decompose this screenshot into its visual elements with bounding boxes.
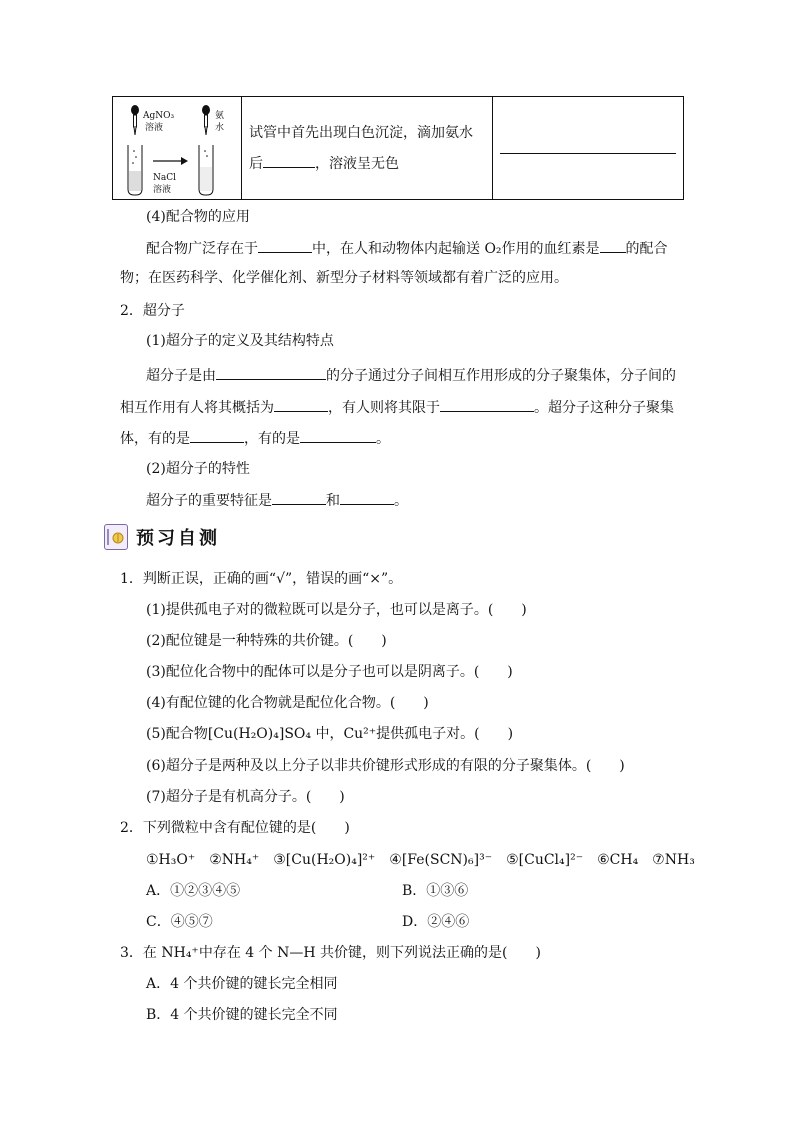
question-2: 2．下列微粒中含有配位键的是( ) [120,820,350,836]
answer-blank[interactable] [258,238,312,253]
subheading: (4)配合物的应用 [146,209,250,225]
judgement-item: (2)配位键是一种特殊的共价键。( ) [146,633,387,649]
agno3-solution-label: 溶液 [145,123,164,133]
answer-blank[interactable] [340,490,394,505]
paragraph-line: 超分子的重要特征是 和 。 [146,490,408,511]
paragraph-line: 超分子是由 的分子通过分子间相互作用形成的分子聚集体，分子间的 [146,365,676,386]
answer-blank[interactable] [190,428,244,443]
answer-blank[interactable] [272,490,326,505]
judgement-item: (3)配位化合物中的配体可以是分子也可以是阴离子。( ) [146,664,513,680]
judgement-item: (6)超分子是两种及以上分子以非共价键形式形成的有限的分子聚集体。( ) [146,758,625,774]
subheading: (2)超分子的特性 [146,461,250,477]
answer-blank[interactable] [440,397,534,412]
phenomenon-text-line2: 后 ，溶液呈无色 [249,153,399,174]
answer-blank[interactable] [274,397,328,412]
nacl-label: NaCl [153,173,177,183]
paragraph-line: 物；在医药科学、化学催化剂、新型分子材料等领域都有着广泛的应用。 [120,270,568,286]
option-c[interactable]: C．④⑤⑦ [146,914,213,930]
paragraph-line: 体，有的是 ，有的是 。 [120,428,390,449]
question-1: 1．判断正误，正确的画“√”，错误的画“×”。 [120,571,403,587]
table-divider [492,97,493,199]
judgement-item: (4)有配位键的化合物就是配位化合物。( ) [146,695,429,711]
nacl-solution-label: 溶液 [153,185,172,195]
judgement-item: (7)超分子是有机高分子。( ) [146,789,345,805]
option-b[interactable]: B．4 个共价键的键长完全不同 [146,1007,338,1023]
subheading: (1)超分子的定义及其结构特点 [146,333,334,349]
answer-blank[interactable] [500,153,676,154]
option-a[interactable]: A．4 个共价键的键长完全相同 [146,976,338,992]
answer-blank[interactable] [300,428,376,443]
ammonia-label: 氨 [215,111,225,121]
option-b[interactable]: B．①③⑥ [402,883,469,899]
table-divider [241,97,242,199]
paragraph-line: 配合物广泛存在于 中，在人和动物体内起输送 O₂作用的血红素是 的配合 [146,238,668,259]
ammonia-water-label: 水 [215,123,225,133]
answer-blank[interactable] [216,365,326,380]
answer-blank[interactable] [600,238,626,253]
option-a[interactable]: A．①②③④⑤ [146,883,241,899]
paragraph-line: 相互作用有人将其概括为 ，有人则将其限于 。超分子这种分子聚集 [120,397,674,418]
question-3: 3．在 NH₄⁺中存在 4 个 N—H 共价键，则下列说法正确的是( ) [120,945,541,961]
option-d[interactable]: D．②④⑥ [402,914,470,930]
experiment-table [112,96,684,200]
self-test-title: 预习自测 [136,528,220,549]
judgement-item: (5)配合物[Cu(H₂O)₄]SO₄ 中，Cu²⁺提供孤电子对。( ) [146,726,514,742]
test-tube-figure [119,101,239,197]
section-heading: 2．超分子 [120,303,185,319]
judgement-item: (1)提供孤电子对的微粒既可以是分子，也可以是离子。( ) [146,602,527,618]
answer-blank[interactable] [263,153,315,168]
species-list: ①H₃O⁺ ②NH₄⁺ ③[Cu(H₂O)₄]²⁺ ④[Fe(SCN)₆]³⁻ ⑤[CuCl₄]²⁻ ⑥CH₄ ⑦NH₃ [146,852,695,868]
phenomenon-text: 试管中首先出现白色沉淀，滴加氨水 [249,125,473,141]
self-test-heading [104,522,220,552]
agno3-label: AgNO₃ [143,111,175,121]
notebook-icon [104,524,128,550]
